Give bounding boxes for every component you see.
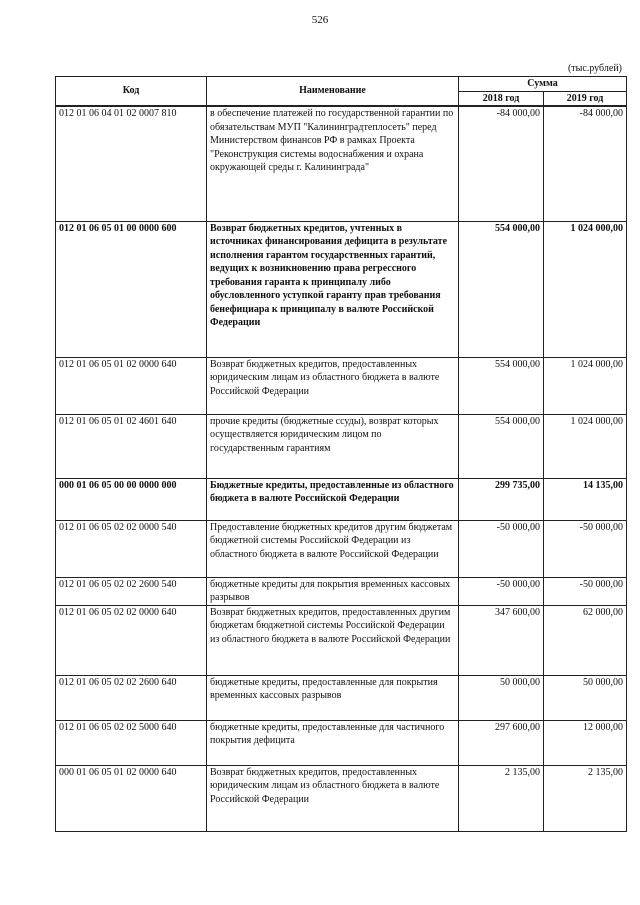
row-code: 000 01 06 05 01 02 0000 640 bbox=[56, 765, 207, 831]
header-2019: 2019 год bbox=[544, 91, 627, 106]
budget-sources-table bbox=[55, 76, 627, 832]
row-value-2019: -84 000,00 bbox=[544, 106, 627, 221]
row-value-2019: -50 000,00 bbox=[544, 577, 627, 605]
row-name: бюджетные кредиты, предоставленные для покрытия временных кассовых разрывов bbox=[207, 675, 459, 720]
row-value-2018: 554 000,00 bbox=[459, 221, 544, 357]
row-value-2018: -84 000,00 bbox=[459, 106, 544, 221]
row-code: 012 01 06 05 01 02 4601 640 bbox=[56, 414, 207, 478]
table-row bbox=[56, 478, 627, 520]
table-row bbox=[56, 720, 627, 765]
table-row bbox=[56, 675, 627, 720]
table-row bbox=[56, 577, 627, 605]
row-name: Бюджетные кредиты, предоставленные из областного бюджета в валюте Российской Федерации bbox=[207, 478, 459, 520]
row-code: 012 01 06 05 02 02 5000 640 bbox=[56, 720, 207, 765]
row-value-2018: -50 000,00 bbox=[459, 577, 544, 605]
row-code: 012 01 06 05 02 02 2600 540 bbox=[56, 577, 207, 605]
row-value-2019: 1 024 000,00 bbox=[544, 357, 627, 414]
row-value-2019: 2 135,00 bbox=[544, 765, 627, 831]
row-name: прочие кредиты (бюджетные ссуды), возврат которых осуществляется юридическим лицом по государственным гарантиям bbox=[207, 414, 459, 478]
row-code: 012 01 06 05 02 02 0000 540 bbox=[56, 520, 207, 577]
row-name: Возврат бюджетных кредитов, предоставленных юридическим лицам из областного бюджета в валюте Российской Федерации bbox=[207, 357, 459, 414]
row-name: Возврат бюджетных кредитов, предоставленных другим бюджетам бюджетной системы Российской Федерации из областного бюджета в валюте Российской Федерации bbox=[207, 605, 459, 675]
table-row bbox=[56, 605, 627, 675]
table-row bbox=[56, 414, 627, 478]
row-value-2018: 554 000,00 bbox=[459, 357, 544, 414]
row-name: бюджетные кредиты, предоставленные для частичного покрытия дефицита bbox=[207, 720, 459, 765]
header-2018: 2018 год bbox=[459, 91, 544, 106]
header-code: Код bbox=[56, 77, 207, 107]
row-code: 012 01 06 04 01 02 0007 810 bbox=[56, 106, 207, 221]
page-number: 526 bbox=[311, 14, 329, 26]
header-sum: Сумма bbox=[459, 77, 627, 92]
row-value-2018: 2 135,00 bbox=[459, 765, 544, 831]
row-value-2019: 1 024 000,00 bbox=[544, 414, 627, 478]
header-name: Наименование bbox=[207, 77, 459, 107]
row-code: 012 01 06 05 02 02 2600 640 bbox=[56, 675, 207, 720]
row-value-2019: 50 000,00 bbox=[544, 675, 627, 720]
row-name: Возврат бюджетных кредитов, предоставленных юридическим лицам из областного бюджета в валюте Российской Федерации bbox=[207, 765, 459, 831]
row-name: Предоставление бюджетных кредитов другим бюджетам бюджетной системы Российской Федерации из областного бюджета в валюте Российской Федерации bbox=[207, 520, 459, 577]
row-name: в обеспечение платежей по государственной гарантии по обязательствам МУП "Калининградтеплосеть" перед Министерством финансов РФ в рамках Проекта "Реконструкция системы водоснабжения и охрана окружающей среды г. Калининграда" bbox=[207, 106, 459, 221]
row-code: 000 01 06 05 00 00 0000 000 bbox=[56, 478, 207, 520]
units-label: (тыс.рублей) bbox=[567, 63, 622, 74]
row-code: 012 01 06 05 02 02 0000 640 bbox=[56, 605, 207, 675]
row-value-2018: 347 600,00 bbox=[459, 605, 544, 675]
row-name: бюджетные кредиты для покрытия временных кассовых разрывов bbox=[207, 577, 459, 605]
row-value-2018: -50 000,00 bbox=[459, 520, 544, 577]
table-row bbox=[56, 357, 627, 414]
row-value-2019: -50 000,00 bbox=[544, 520, 627, 577]
row-name: Возврат бюджетных кредитов, учтенных в источниках финансирования дефицита в результате исполнения гарантом государственных гарантий, ведущих к возникновению права регрессного требования гаранта к принципалу либо обусловленного уступкой гаранту прав требования бенефициара к принципалу в валюте Российской Федерации bbox=[207, 221, 459, 357]
row-value-2018: 50 000,00 bbox=[459, 675, 544, 720]
row-value-2018: 299 735,00 bbox=[459, 478, 544, 520]
row-value-2018: 554 000,00 bbox=[459, 414, 544, 478]
table-row bbox=[56, 765, 627, 831]
row-value-2019: 12 000,00 bbox=[544, 720, 627, 765]
row-code: 012 01 06 05 01 00 0000 600 bbox=[56, 221, 207, 357]
table-row bbox=[56, 221, 627, 357]
table-row bbox=[56, 106, 627, 221]
row-value-2018: 297 600,00 bbox=[459, 720, 544, 765]
row-value-2019: 14 135,00 bbox=[544, 478, 627, 520]
row-value-2019: 62 000,00 bbox=[544, 605, 627, 675]
row-value-2019: 1 024 000,00 bbox=[544, 221, 627, 357]
table-row bbox=[56, 520, 627, 577]
row-code: 012 01 06 05 01 02 0000 640 bbox=[56, 357, 207, 414]
